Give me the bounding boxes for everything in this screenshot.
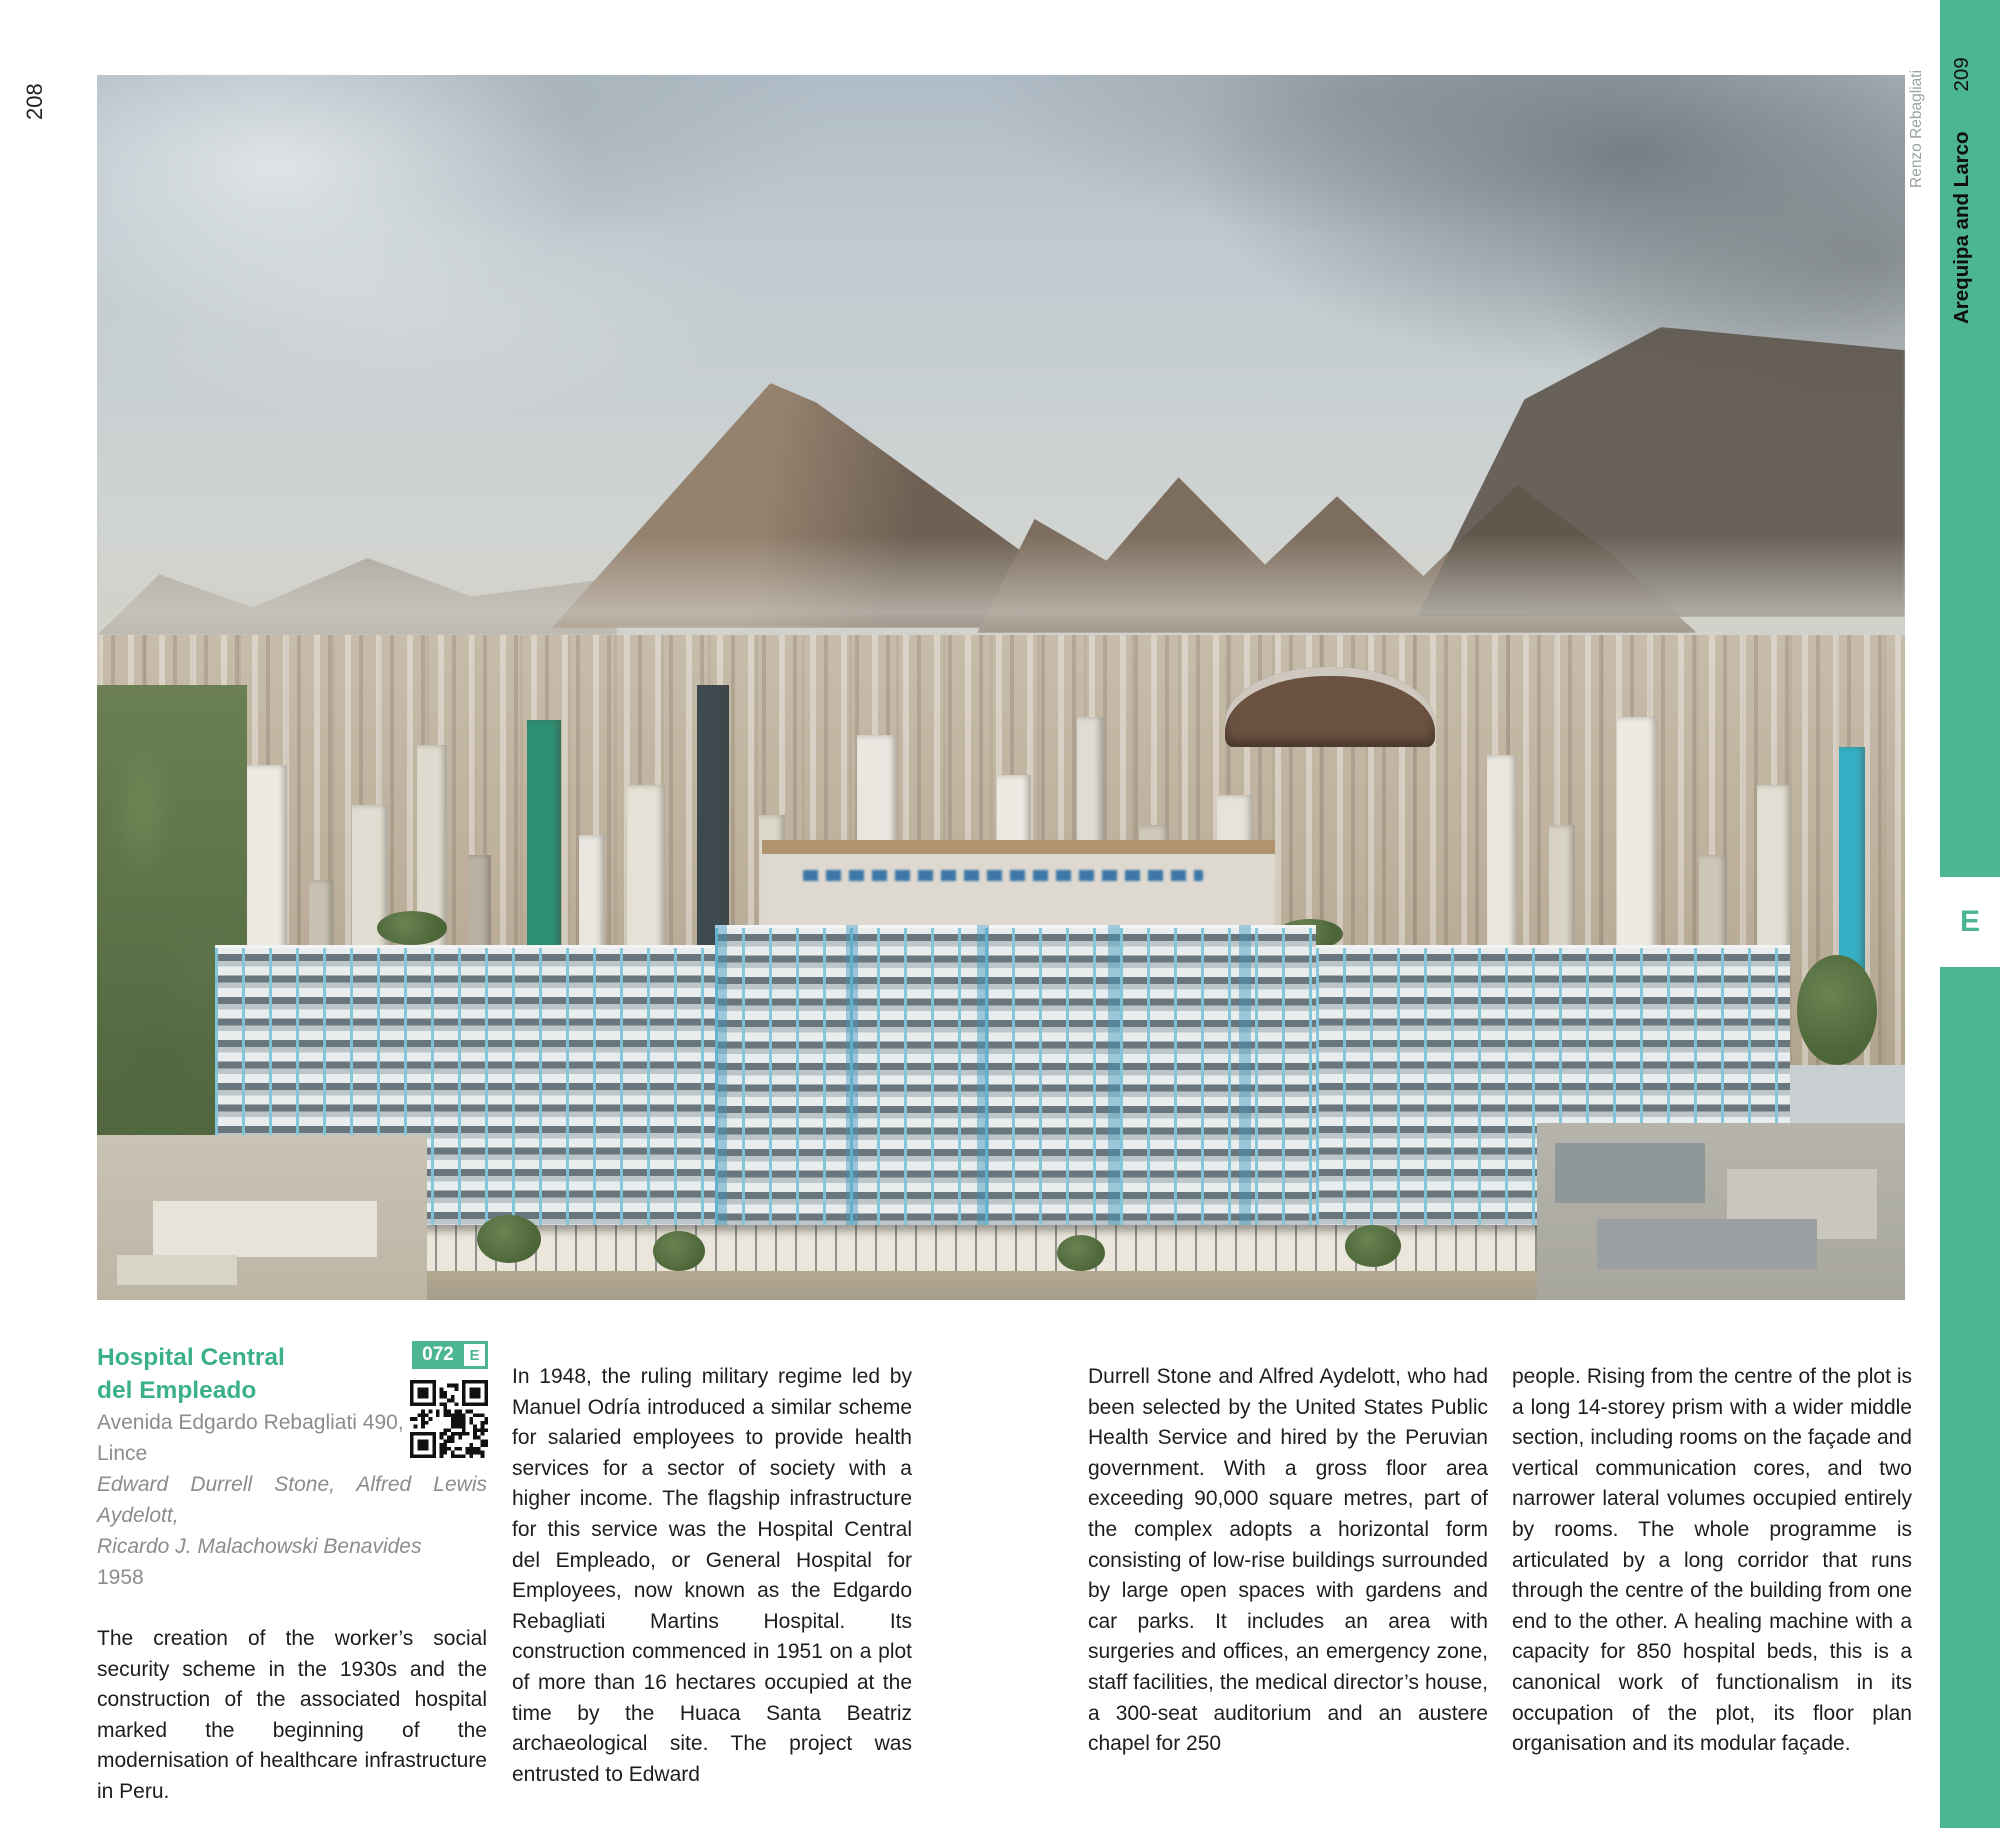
industrial-roof xyxy=(1597,1219,1817,1269)
low-building xyxy=(153,1201,377,1257)
city-tower xyxy=(1487,755,1517,975)
industrial-roof xyxy=(1555,1143,1705,1203)
entry-address-line1: Avenida Edgardo Rebagliati 490, xyxy=(97,1411,404,1434)
entry-summary: The creation of the worker’s social security scheme in the 1930s and the construction of the associated hospital marked the beginning of the modernisation of healthcare infrastructure in Peru. xyxy=(97,1627,487,1803)
aerial-photo-lima xyxy=(97,75,1905,1300)
entry-title-line2: del Empleado xyxy=(97,1377,257,1404)
tree xyxy=(477,1215,541,1263)
left-page-number: 208 xyxy=(22,83,47,120)
city-tower xyxy=(1617,717,1657,975)
qr-code xyxy=(410,1380,488,1458)
hospital-rooftop-sign xyxy=(803,870,1203,881)
foreground-left-lot xyxy=(97,1135,427,1300)
entry-title-line1: Hospital Central xyxy=(97,1344,285,1371)
section-letter: E xyxy=(1959,905,1980,938)
tree xyxy=(1797,955,1877,1065)
section-letter-tab xyxy=(1940,877,2000,967)
city-trees xyxy=(377,911,447,945)
entry-number-badge xyxy=(412,1341,488,1369)
entry-architects-line2: Ricardo J. Malachowski Benavides xyxy=(97,1535,422,1558)
tree xyxy=(1057,1235,1105,1271)
hospital-rooftop xyxy=(762,840,1275,932)
entry-year: 1958 xyxy=(97,1566,144,1589)
entry-number: 072 xyxy=(422,1344,454,1365)
city-tower xyxy=(247,765,287,975)
low-building xyxy=(117,1255,237,1285)
body-column-1: In 1948, the ruling military regime led by Manuel Odría introduced a similar scheme for salaried employees to provide health services for a sector of society with a higher income. The flagship infrastructure for this service was the Hospital Central del Empleado, or General Hospital for Employees, now known as the Edgardo Rebagliati Martins Hospital. Its construction commenced in 1951 on a plot of more than 16 hectares occupied at the time by the Huaca Santa Beatriz archaeological site. The project was entrusted to Edward xyxy=(512,1365,912,1786)
city-tower xyxy=(1839,747,1865,975)
tree xyxy=(653,1231,705,1271)
entry-architects-line1: Edward Durrell Stone, Alfred Lewis Aydelott, xyxy=(97,1473,487,1527)
body-column-2: Durrell Stone and Alfred Aydelott, who had been selected by the United States Public Health Service and hired by the Peruvian government. With a gross floor area exceeding 90,000 square metres, part of the complex adopts a horizontal form consisting of low-rise buildings surrounded by large open spaces with gardens and car parks. It includes an area with surgeries and offices, an emergency zone, staff facilities, the medical director’s house, a 300-seat auditorium and an austere chapel for 250 xyxy=(1088,1365,1488,1756)
entry-letter: E xyxy=(464,1344,485,1366)
photo-credit: Renzo Rebagliati xyxy=(1908,69,1925,188)
right-page-number: 209 xyxy=(1950,57,1973,92)
foreground-industrial xyxy=(1537,1123,1905,1300)
city-tower xyxy=(527,720,561,975)
section-title: Arequipa and Larco xyxy=(1950,131,1973,324)
tree xyxy=(1345,1225,1401,1267)
hospital-central-slab xyxy=(715,925,1316,1260)
body-column-3: people. Rising from the centre of the plot is a long 14-storey prism with a wider middle section, including rooms on the façade and vertical communication cores, and two narrower lateral volumes occupied entirely by rooms. The whole programme is articulated by a long corridor that runs through the centre of the building from one end to the other. A healing machine with a capacity for 850 hospital beds, this is a canonical work of functionalism in its occupation of the plot, its floor plan organisation and its modular façade. xyxy=(1512,1365,1912,1756)
entry-address-line2: Lince xyxy=(97,1442,148,1465)
section-band-label xyxy=(1950,57,1974,324)
